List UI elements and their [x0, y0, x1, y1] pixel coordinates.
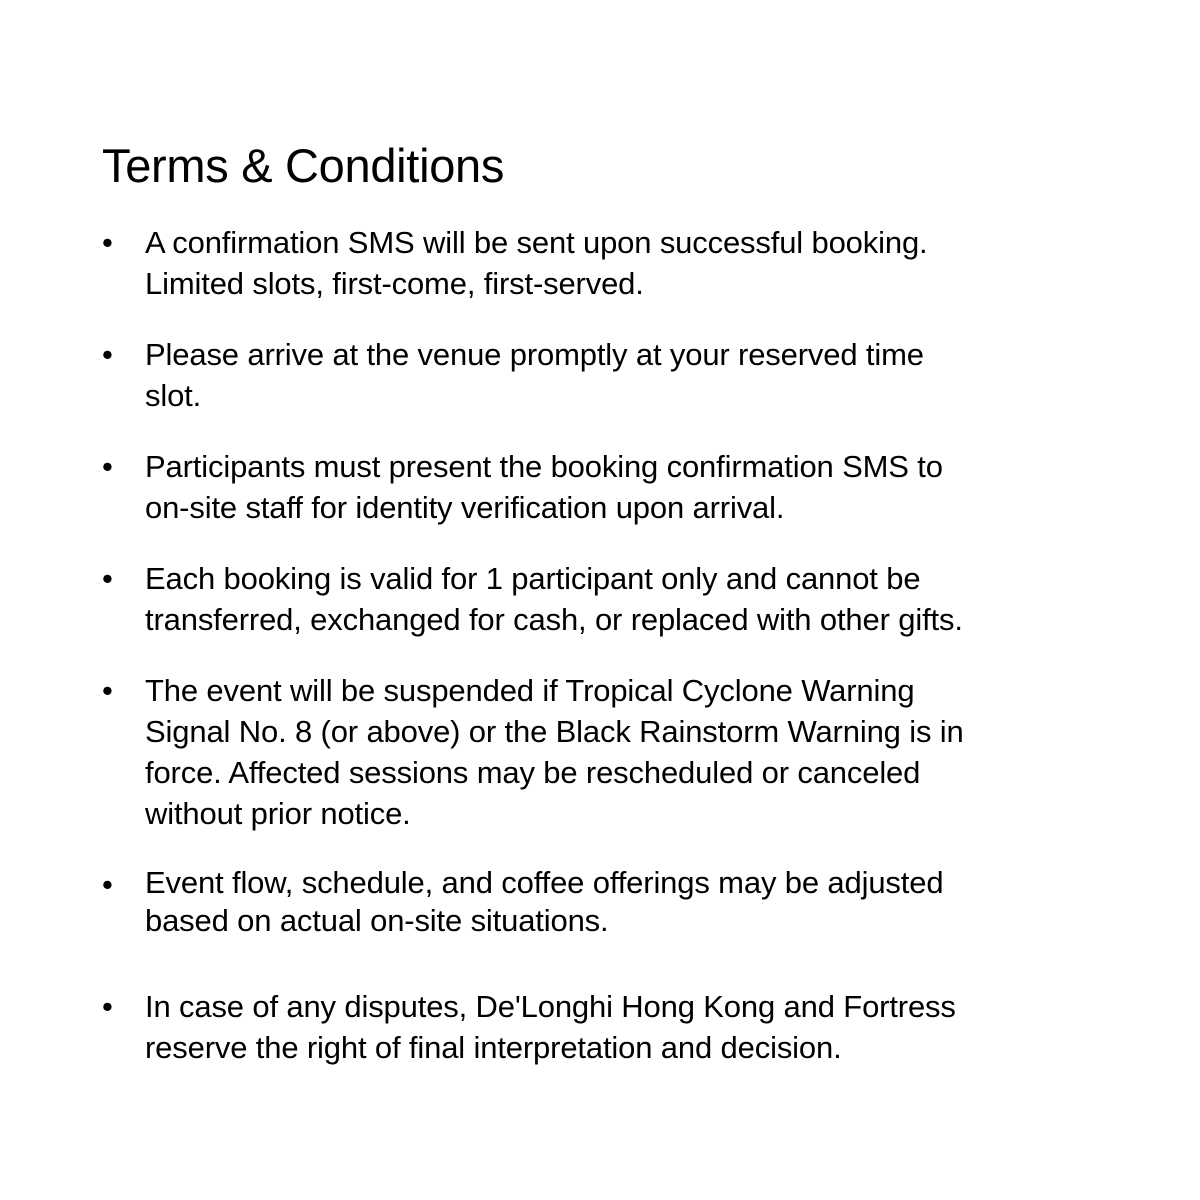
bullet-icon: • [102, 673, 113, 708]
term-item [102, 222, 1102, 304]
term-text: In case of any disputes, De'Longhi Hong Kong and Fortress reserve the right of final interpretation and decision. [145, 989, 956, 1065]
bullet-icon: • [102, 867, 113, 902]
term-item [102, 334, 1102, 416]
term-text: Event flow, schedule, and coffee offerings may be adjusted based on actual on-site situations. [145, 865, 944, 938]
bullet-icon: • [102, 225, 113, 260]
term-text: A confirmation SMS will be sent upon successful booking. Limited slots, first-come, first-served. [145, 225, 928, 301]
term-item [102, 986, 1102, 1068]
term-item [102, 446, 1102, 528]
bullet-icon: • [102, 561, 113, 596]
bullet-icon: • [102, 989, 113, 1024]
term-text: Each booking is valid for 1 participant only and cannot be transferred, exchanged for cash, or replaced with other gifts. [145, 561, 963, 637]
term-item [102, 670, 1102, 834]
term-item [102, 558, 1102, 640]
term-text: Please arrive at the venue promptly at your reserved time slot. [145, 337, 924, 413]
term-text: Participants must present the booking confirmation SMS to on-site staff for identity verification upon arrival. [145, 449, 943, 525]
bullet-icon: • [102, 449, 113, 484]
bullet-icon: • [102, 337, 113, 372]
term-item [102, 864, 1102, 940]
page-title: Terms & Conditions [102, 139, 505, 192]
term-text: The event will be suspended if Tropical Cyclone Warning Signal No. 8 (or above) or the Black Rainstorm Warning is in force. Affected sessions may be rescheduled or canceled without prior notice. [145, 673, 964, 831]
